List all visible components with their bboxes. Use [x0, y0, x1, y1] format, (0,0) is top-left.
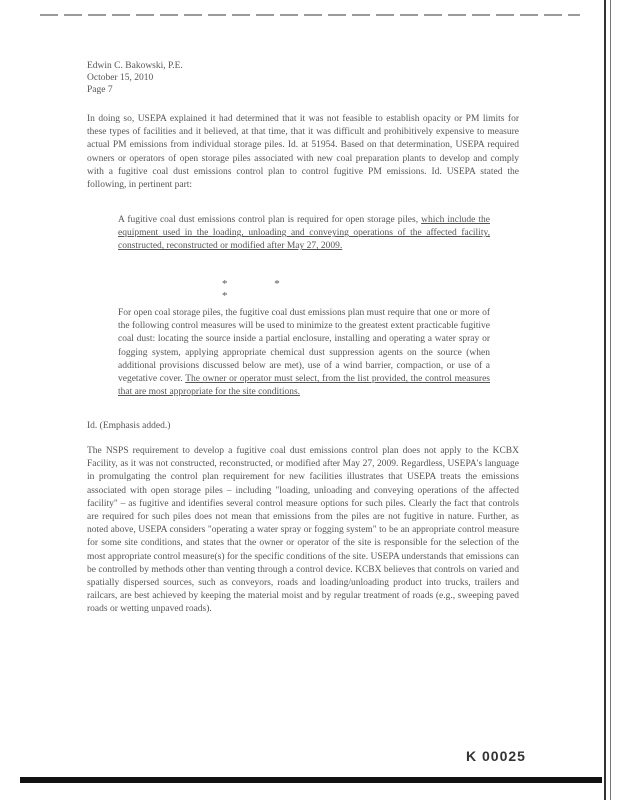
paragraph-1: In doing so, USEPA explained it had determined that it was not feasible to establish opacity or PM limits for these types of facilities and it believed, at that time, that it was difficult and prohibitively expensive to measure actual PM emissions from individual storage piles. Id. at 51954. Based on that determination, USEPA required owners or operators of open storage piles associated with new coal preparation plants to develop and comply with a fugitive coal dust emissions control plan to control fugitive PM emissions. Id. USEPA stated the following, in pertinent part: [87, 114, 519, 191]
ellipsis-stars: * * * [222, 278, 302, 302]
paragraph-2: The NSPS requirement to develop a fugitive coal dust emissions control plan does not apply to the KCBX Facility, as it was not constructed, reconstructed, or modified after May 27, 2009. Regardless, USEPA's language in promulgating the control plan requirement for new facilities illustrates that USEPA treats the emissions associated with open storage piles – including "loading, unloading and conveying operations of the affected facility" – as fugitive and identifies several control measure options for such piles. Clearly the fact that controls are required for such piles does not mean that emissions from the piles are not fugitive in nature. Further, as noted above, USEPA considers "operating a water spray or fogging system" to be an appropriate control measure for some site conditions, and states that the owner or operator of the site is responsible for the selection of the most appropriate control measure(s) for the specific conditions of the site. USEPA understands that emissions can be controlled by methods other than venting through a control device. KCBX believes that controls on varied and spatially dispersed sources, such as conveyors, roads and loading/unloading product into trucks, trailers and railcars, are best achieved by keeping the material moist and by regular treatment of roads (e.g., sweeping paved roads or wetting unpaved roads). [87, 446, 519, 615]
scan-top-edge [40, 14, 580, 16]
quote-1-underlined: which include the equipment used in the loading, unloading and conveying operations of the affected facility, constructed, reconstructed or modified after May 27, 2009. [118, 215, 490, 252]
citation: Id. (Emphasis added.) [87, 421, 171, 431]
quote-2-text: For open coal storage piles, the fugitive coal dust emissions plan must require that one or more of the following control measures will be used to minimize to the greatest extent practicable fugitive coal dust: locating the source inside a partial enclosure, installing and operating a water spray or fogging system, applying appropriate chemical dust suppression agents on the source (when additional provisions discussed below are met), use of a wind barrier, compaction, or use of a vegetative cover. [118, 308, 490, 385]
recipient-name: Edwin C. Bakowski, P.E. [87, 61, 183, 71]
block-quote-2 [118, 307, 490, 399]
quote-1-text: A fugitive coal dust emissions control plan is required for open storage piles, [118, 215, 422, 225]
letter-header [87, 60, 183, 96]
scan-right-edge [604, 0, 606, 800]
scan-bottom-edge [20, 777, 602, 783]
scan-right-edge-inner [610, 0, 611, 800]
block-quote-1 [118, 214, 490, 254]
page-number: Page 7 [87, 85, 113, 95]
letter-date: October 15, 2010 [87, 73, 154, 83]
bates-number: K 00025 [466, 748, 526, 764]
quote-2-underlined: The owner or operator must select, from the list provided, the control measures that are most appropriate for the site conditions. [118, 374, 490, 398]
